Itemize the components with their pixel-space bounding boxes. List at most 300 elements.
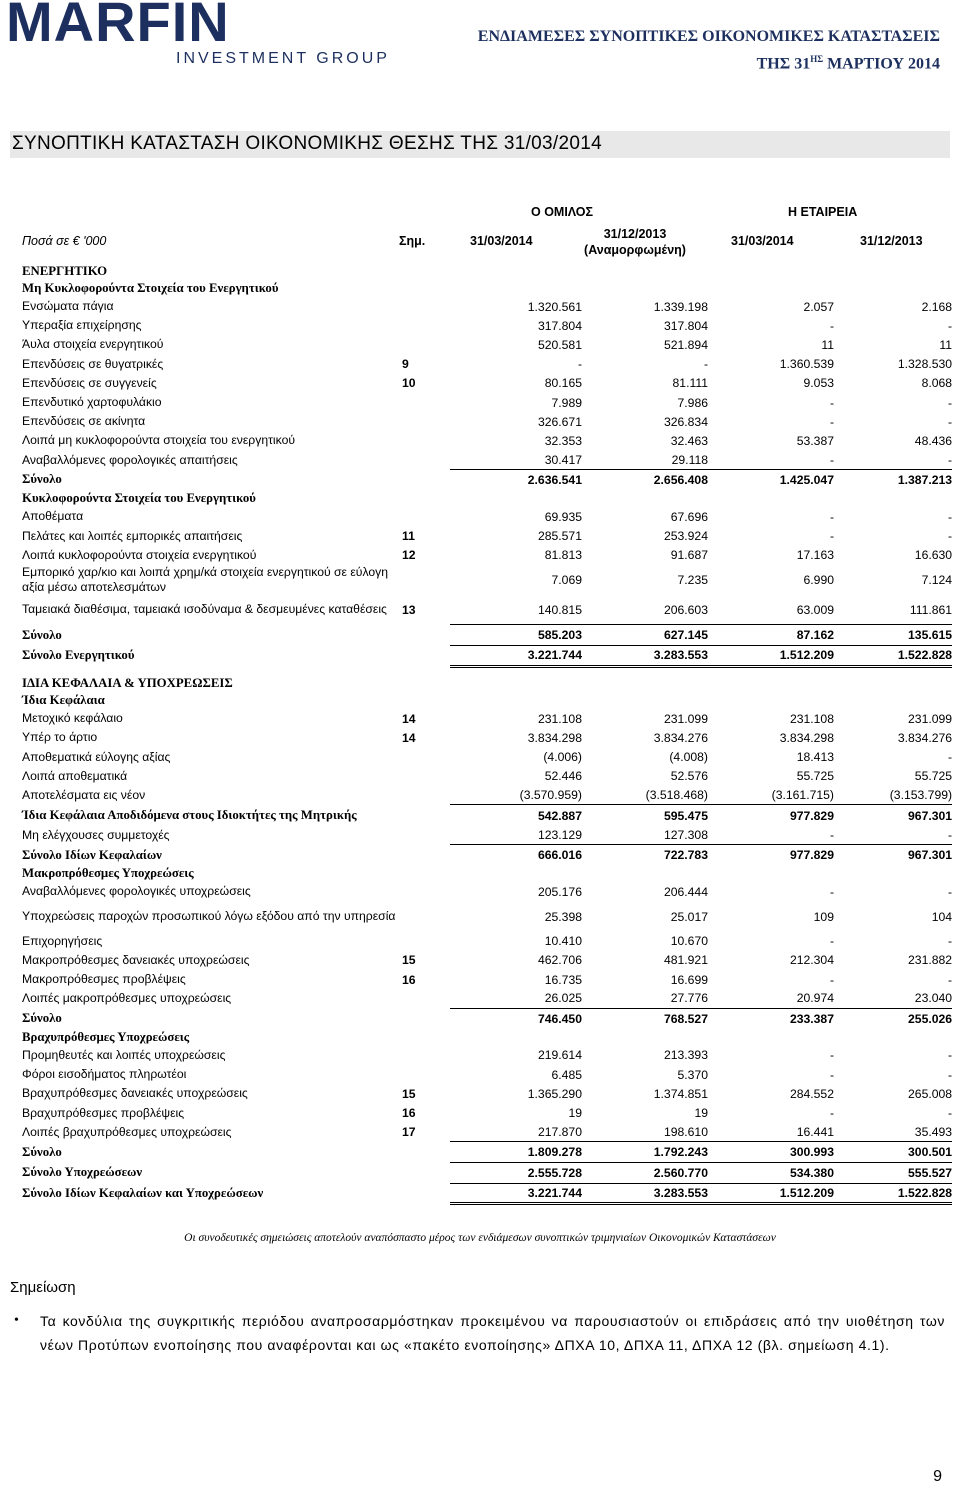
row-label: Λοιπά κυκλοφορούντα στοιχεία ενεργητικού [22, 547, 257, 562]
value-c2: 1.522.828 [834, 645, 952, 666]
table-row [22, 355, 952, 374]
value-g1: 666.016 [450, 845, 582, 866]
value-c1: 87.162 [708, 625, 834, 646]
value-g2: 595.475 [582, 805, 708, 826]
note-ref [398, 989, 450, 1008]
value-c1: 6.990 [803, 572, 834, 587]
value-c2: 1.522.828 [834, 1183, 952, 1204]
value-c1: 1.512.209 [708, 645, 834, 666]
row-label: Αναβαλλόμενες φορολογικές απαιτήσεις [22, 452, 238, 467]
value-g2: 10.670 [670, 934, 708, 949]
value-c2: - [948, 529, 953, 544]
value-g2: 5.370 [677, 1067, 708, 1082]
section-header-row [22, 263, 952, 280]
note-ref: 10 [402, 376, 416, 391]
group-date-2-header: 31/12/2013 (Αναμορφωμένη) [584, 227, 686, 257]
section-header-row [22, 865, 952, 882]
row-label: Επενδυτικό χαρτοφυλάκιο [22, 395, 162, 410]
row-label: Μη ελέγχουσες συμμετοχές [22, 827, 170, 842]
value-c1: 231.108 [789, 711, 834, 726]
value-c2: 231.099 [908, 711, 953, 726]
row-label: Επενδύσεις σε συγγενείς [22, 375, 157, 390]
value-c2: 967.301 [834, 805, 952, 826]
note-ref [398, 845, 450, 866]
value-c1: 284.552 [789, 1086, 834, 1101]
row-label: Μη Κυκλοφορούντα Στοιχεία του Ενεργητικού [22, 281, 279, 295]
note-ref [398, 767, 450, 786]
total-row [22, 625, 952, 646]
value-c2: - [948, 972, 953, 987]
value-c2: - [948, 1048, 953, 1063]
company-logo-subtitle: INVESTMENT GROUP [176, 50, 390, 67]
value-g2: 7.986 [677, 395, 708, 410]
value-c1: - [829, 529, 834, 544]
row-label: Αποτελέσματα εις νέον [22, 787, 146, 802]
value-c2: - [948, 827, 953, 842]
note-ref [398, 470, 450, 491]
row-label: Μακροπρόθεσμες Υποχρεώσεις [22, 866, 194, 881]
spacer-row [22, 666, 952, 675]
value-g1: 69.935 [544, 509, 582, 524]
bullet-icon: • [14, 1313, 19, 1328]
table-row [22, 526, 952, 545]
value-c1: 977.829 [708, 805, 834, 826]
value-g2: (3.518.468) [645, 788, 708, 803]
value-c2: 135.615 [834, 625, 952, 646]
value-g2: 213.393 [663, 1048, 708, 1063]
row-label: Πελάτες και λοιπές εμπορικές απαιτήσεις [22, 528, 243, 543]
table-row [22, 297, 952, 316]
value-g1: 1.365.290 [527, 1086, 582, 1101]
value-c1: - [829, 395, 834, 410]
page-title: ΣΥΝΟΠΤΙΚΗ ΚΑΤΑΣΤΑΣΗ ΟΙΚΟΝΟΜΙΚΗΣ ΘΕΣΗΣ ΤΗΣ 31/03/2014 [12, 133, 602, 154]
value-c2: 23.040 [914, 991, 953, 1006]
row-label: Ίδια Κεφάλαια [22, 693, 105, 708]
table-row [22, 932, 952, 951]
note-ref [398, 747, 450, 766]
value-c1: - [829, 414, 834, 429]
value-g1: 462.706 [537, 953, 582, 968]
note-ref [398, 1008, 450, 1029]
footnote: Οι συνοδευτικές σημειώσεις αποτελούν αναπόσπαστο μέρος των ενδιάμεσων συνοπτικών τριμηνιαίων Οικονομικών Καταστάσεων [184, 1232, 776, 1244]
table-row [22, 565, 952, 595]
note-ref [398, 1142, 450, 1163]
company-date-2-header: 31/12/2013 [860, 234, 923, 248]
value-g1: 25.398 [544, 909, 582, 924]
note-column-header: Σημ. [399, 234, 426, 248]
value-c1: 212.304 [789, 953, 834, 968]
amounts-unit-label: Ποσά σε € '000 [22, 234, 107, 248]
row-label: Ίδια Κεφάλαια Αποδιδόμενα στους Ιδιοκτήτες της Μητρικής [22, 807, 357, 822]
value-g1: 10.410 [544, 934, 582, 949]
value-c1: - [829, 1067, 834, 1082]
row-label: Μετοχικό κεφάλαιο [22, 711, 123, 726]
value-c1: - [829, 934, 834, 949]
row-label: Μακροπρόθεσμες δανειακές υποχρεώσεις [22, 952, 250, 967]
value-c2: 111.861 [909, 602, 953, 617]
row-label: Προμηθευτές και λοιπές υποχρεώσεις [22, 1047, 226, 1062]
value-g2: 481.921 [663, 953, 708, 968]
value-g1: 140.815 [537, 602, 582, 617]
value-g2: 52.576 [670, 769, 708, 784]
value-c1: 20.974 [796, 991, 834, 1006]
note-ref [398, 316, 450, 335]
value-c2: 104 [931, 909, 953, 924]
value-g1: 80.165 [544, 376, 582, 391]
value-g2: 2.656.408 [582, 470, 708, 491]
value-g1: 2.555.728 [450, 1162, 582, 1183]
value-g2: 29.118 [671, 452, 708, 467]
value-c2: 8.068 [921, 376, 953, 391]
note-ref [398, 902, 450, 932]
note-ref: 11 [402, 529, 415, 544]
total-row [22, 1183, 952, 1204]
note-ref [398, 1162, 450, 1183]
value-c1: 17.163 [796, 548, 834, 563]
value-g2: 722.783 [582, 845, 708, 866]
value-g1: 6.485 [551, 1067, 582, 1082]
table-row [22, 882, 952, 901]
row-label: Άυλα στοιχεία ενεργητικού [22, 337, 164, 352]
row-label: Υποχρεώσεις παροχών προσωπικού λόγω εξόδου από την υπηρεσία [22, 909, 396, 924]
value-c2: (3.153.799) [889, 788, 953, 803]
row-label: Επενδύσεις σε θυγατρικές [22, 356, 164, 371]
row-label: Σύνολο Υποχρεώσεων [22, 1165, 143, 1180]
value-g2: 127.308 [663, 827, 708, 842]
note-ref [398, 1183, 450, 1204]
table-row [22, 786, 952, 805]
value-g1: 26.025 [544, 991, 582, 1006]
table-row [22, 393, 952, 412]
value-g1: 7.069 [551, 572, 582, 587]
note-ref [398, 431, 450, 450]
total-row [22, 470, 952, 491]
value-g1: - [577, 357, 582, 372]
row-label: Σύνολο Ενεργητικού [22, 648, 135, 663]
row-label: Σύνολο Ιδίων Κεφαλαίων και Υποχρεώσεων [22, 1185, 264, 1200]
row-label: Σύνολο Ιδίων Κεφαλαίων [22, 847, 162, 862]
value-g1: 3.221.744 [450, 1183, 582, 1204]
table-row [22, 595, 952, 625]
value-g1: 52.446 [544, 769, 582, 784]
row-label: Λοιπά αποθεματικά [22, 768, 128, 783]
row-label: Λοιπά μη κυκλοφορούντα στοιχεία του ενεργητικού [22, 433, 296, 448]
total-row [22, 845, 952, 866]
table-row [22, 826, 952, 845]
value-g2: 91.687 [670, 548, 708, 563]
note-ref: 9 [402, 357, 409, 372]
value-c1: 233.387 [708, 1008, 834, 1029]
row-label: Επιχορηγήσεις [22, 933, 103, 948]
value-g1: 81.813 [544, 548, 582, 563]
note-ref [398, 882, 450, 901]
section-header-row [22, 490, 952, 507]
value-g1: 19 [568, 1106, 582, 1121]
company-logo: MARFIN [6, 0, 230, 53]
value-g1: 217.870 [537, 1124, 582, 1139]
total-row [22, 1162, 952, 1183]
value-g1: (4.006) [543, 750, 582, 764]
value-g2: 81.111 [672, 376, 708, 391]
note-ref [398, 507, 450, 526]
value-c2: - [948, 509, 953, 524]
value-c2: 3.834.276 [897, 730, 953, 745]
table-row [22, 546, 952, 565]
total-row [22, 1142, 952, 1163]
value-c1: - [829, 509, 834, 524]
row-label: ΙΔΙΑ ΚΕΦΑΛΑΙΑ & ΥΠΟΧΡΕΩΣΕΙΣ [22, 676, 233, 691]
value-g1: 542.887 [450, 805, 582, 826]
value-c2: 231.882 [908, 953, 953, 968]
row-label: Επενδύσεις σε ακίνητα [22, 414, 146, 429]
value-c1: 9.053 [803, 376, 834, 391]
value-g1: 585.203 [450, 625, 582, 646]
note-ref [398, 565, 450, 595]
value-c2: 300.501 [834, 1142, 952, 1163]
value-c1: 1.360.539 [779, 357, 834, 372]
table-row [22, 451, 952, 470]
group-date-1-header: 31/03/2014 [470, 234, 533, 248]
note-ref [398, 393, 450, 412]
note-ref: 16 [402, 1106, 416, 1121]
value-c2: 555.527 [834, 1162, 952, 1183]
note-ref [398, 625, 450, 646]
note-ref [398, 932, 450, 951]
note-ref [398, 805, 450, 826]
value-c2: 35.493 [914, 1124, 953, 1139]
note-ref [398, 1065, 450, 1084]
value-g2: 67.696 [670, 509, 708, 524]
value-g2: 768.527 [582, 1008, 708, 1029]
note-ref: 13 [402, 602, 416, 617]
row-label: Ενσώματα πάγια [22, 299, 114, 314]
row-label: Σύνολο [22, 1144, 62, 1159]
table-row [22, 316, 952, 335]
value-g2: 16.699 [670, 972, 708, 987]
value-c1: 53.387 [796, 433, 834, 448]
value-g2: 521.894 [663, 337, 708, 352]
value-g1: 1.320.561 [527, 299, 582, 314]
note-ref: 16 [402, 972, 416, 987]
company-column-header: Η ΕΤΑΙΡΕΙΑ [788, 205, 858, 219]
note-ref [398, 1046, 450, 1065]
note-ref [398, 451, 450, 470]
value-g2: 317.804 [663, 318, 708, 333]
note-ref: 14 [402, 730, 416, 745]
row-label [22, 666, 952, 675]
value-c2: 1.328.530 [897, 357, 953, 372]
row-label: Μακροπρόθεσμες προβλέψεις [22, 972, 186, 986]
group-column-header: Ο ΟΜΙΛΟΣ [531, 205, 594, 219]
table-row [22, 1046, 952, 1065]
value-g1: 32.353 [544, 433, 582, 448]
value-c1: 18.413 [796, 750, 834, 764]
note-ref [398, 645, 450, 666]
total-row [22, 645, 952, 666]
value-g2: 206.603 [663, 602, 708, 617]
row-label: Βραχυπρόθεσμες προβλέψεις [22, 1105, 185, 1120]
table-row [22, 747, 952, 766]
note-text: Τα κονδύλια της συγκριτικής περιόδου αναπροσαρμόστηκαν προκειμένου να παρουσιαστούν οι επιδράσεις από την υιοθέτηση των νέων Προτύπων ενοποίησης που αναφέρονται και ως «πακέτο ενοποίησης» ΔΠΧΑ 10, ΔΠΧΑ 11, ΔΠΧΑ 12 (βλ. σημείωση 4.1). [40, 1313, 945, 1353]
row-label: Σύνολο [22, 627, 62, 642]
table-row [22, 1065, 952, 1084]
value-c1: - [829, 452, 834, 467]
value-c2: 967.301 [834, 845, 952, 866]
value-c1: 2.057 [803, 299, 834, 314]
note-ref [398, 786, 450, 805]
table-row [22, 767, 952, 786]
value-c2: - [948, 750, 953, 764]
row-label: Ταμειακά διαθέσιμα, ταμειακά ισοδύναμα & δεσμευμένες καταθέσεις [22, 602, 387, 617]
table-row [22, 1084, 952, 1103]
value-g2: 27.776 [670, 991, 708, 1006]
value-g1: 2.636.541 [450, 470, 582, 491]
value-c1: 300.993 [708, 1142, 834, 1163]
table-row [22, 507, 952, 526]
document-header [478, 26, 940, 75]
row-label: Φόροι εισοδήματος πληρωτέοι [22, 1067, 187, 1082]
table-row [22, 374, 952, 393]
value-c1: 11 [821, 337, 834, 352]
table-row [22, 709, 952, 728]
row-label: Σύνολο [22, 472, 62, 487]
value-g1: 3.221.744 [450, 645, 582, 666]
row-label: Κυκλοφορούντα Στοιχεία του Ενεργητικού [22, 491, 256, 506]
value-c2: - [948, 452, 953, 467]
value-c1: 977.829 [708, 845, 834, 866]
value-c1: 16.441 [796, 1124, 834, 1139]
row-label: Σύνολο [22, 1011, 62, 1026]
row-label: Αποθεματικά εύλογης αξίας [22, 749, 171, 764]
value-g2: 206.444 [663, 884, 708, 899]
value-g1: 326.671 [537, 414, 582, 429]
company-date-1-header: 31/03/2014 [731, 234, 794, 248]
row-label: Βραχυπρόθεσμες δανειακές υποχρεώσεις [22, 1086, 248, 1101]
value-c2: 265.008 [908, 1086, 953, 1101]
row-label: Εμπορικό χαρ/κιο και λοιπά χρημ/κά στοιχεία ενεργητικού σε εύλογη αξία μέσω αποτελεσμάτων [22, 564, 389, 594]
row-label: Αναβαλλόμενες φορολογικές υποχρεώσεις [22, 884, 251, 899]
value-g1: 317.804 [537, 318, 582, 333]
value-g2: 3.283.553 [582, 645, 708, 666]
section-header-row [22, 280, 952, 297]
value-g1: 746.450 [450, 1008, 582, 1029]
value-c1: 534.380 [708, 1162, 834, 1183]
value-g2: 25.017 [670, 909, 708, 924]
value-c2: 255.026 [834, 1008, 952, 1029]
value-c1: - [829, 972, 834, 987]
value-g1: 123.129 [537, 827, 582, 842]
row-label: Αποθέματα [22, 509, 84, 524]
value-c2: - [948, 318, 953, 333]
value-c1: 3.834.298 [779, 730, 834, 745]
value-g2: 3.834.276 [653, 730, 708, 745]
value-g2: 7.235 [677, 572, 708, 587]
note-ref: 17 [402, 1125, 416, 1140]
value-c1: - [829, 1048, 834, 1063]
value-c2: - [948, 1106, 953, 1121]
document-header-line2: ΤΗΣ $31^{H\Sigma}$ ΜΑΡΤΙΟΥ 2014 [756, 54, 940, 73]
row-label: Υπέρ το άρτιο [22, 730, 98, 745]
value-c2: 55.725 [914, 769, 953, 784]
note-ref [398, 297, 450, 316]
value-c2: - [948, 1067, 953, 1082]
value-g2: 253.924 [663, 529, 708, 544]
note-ref: 15 [402, 1086, 416, 1101]
total-row [22, 1008, 952, 1029]
value-c1: 1.512.209 [708, 1183, 834, 1204]
value-g2: 32.463 [670, 433, 708, 448]
row-label: Λοιπές βραχυπρόθεσμες υποχρεώσεις [22, 1124, 232, 1139]
value-c2: 48.436 [914, 433, 953, 448]
row-label: Υπεραξία επιχείρησης [22, 318, 142, 333]
value-c1: - [829, 1106, 834, 1121]
value-c2: 2.168 [921, 299, 953, 314]
section-header-row [22, 675, 952, 692]
table-row [22, 1123, 952, 1142]
value-g2: (4.008) [669, 750, 708, 764]
row-label: ΕΝΕΡΓΗΤΙΚΟ [22, 264, 108, 278]
value-g2: 2.560.770 [582, 1162, 708, 1183]
table-row [22, 951, 952, 970]
table-row [22, 728, 952, 747]
table-row [22, 1103, 952, 1122]
value-c1: - [829, 827, 834, 842]
note-ref [398, 826, 450, 845]
value-g2: 326.834 [663, 414, 708, 429]
note-ref: 15 [402, 953, 416, 968]
value-g2: 231.099 [663, 711, 708, 726]
value-c1: - [829, 884, 834, 899]
value-g2: 1.374.851 [653, 1086, 708, 1101]
value-c1: - [829, 318, 834, 333]
page-number: 9 [933, 1468, 942, 1485]
value-g1: 219.614 [537, 1048, 582, 1063]
table-row [22, 989, 952, 1008]
value-g1: 30.417 [544, 452, 582, 467]
value-c1: 109 [813, 909, 834, 924]
balance-sheet-table [22, 263, 952, 1205]
row-label: Λοιπές μακροπρόθεσμες υποχρεώσεις [22, 991, 232, 1006]
value-g1: 7.989 [551, 395, 582, 410]
value-g1: 3.834.298 [527, 730, 582, 745]
table-row [22, 431, 952, 450]
value-g1: 16.735 [544, 972, 582, 987]
value-g2: 1.792.243 [582, 1142, 708, 1163]
value-c2: 1.387.213 [834, 470, 952, 491]
note-heading: Σημείωση [10, 1279, 76, 1296]
value-g2: 198.610 [663, 1124, 708, 1139]
table-row [22, 412, 952, 431]
value-g1: 1.809.278 [450, 1142, 582, 1163]
value-c1: 63.009 [796, 602, 834, 617]
value-g2: 19 [694, 1106, 708, 1121]
value-c1: 55.725 [796, 769, 834, 784]
total-row [22, 805, 952, 826]
value-c2: 7.124 [921, 572, 953, 587]
value-c2: 16.630 [914, 548, 953, 563]
value-c2: - [948, 934, 953, 949]
value-g2: 3.283.553 [582, 1183, 708, 1204]
value-c1: (3.161.715) [771, 788, 834, 803]
value-c2: 11 [939, 337, 953, 352]
note-ref [398, 335, 450, 354]
value-g2: 627.145 [582, 625, 708, 646]
value-g2: 1.339.198 [653, 299, 708, 314]
value-c2: - [948, 414, 953, 429]
value-c2: - [948, 884, 953, 899]
row-label: Βραχυπρόθεσμες Υποχρεώσεις [22, 1029, 190, 1044]
value-c2: - [948, 395, 953, 410]
